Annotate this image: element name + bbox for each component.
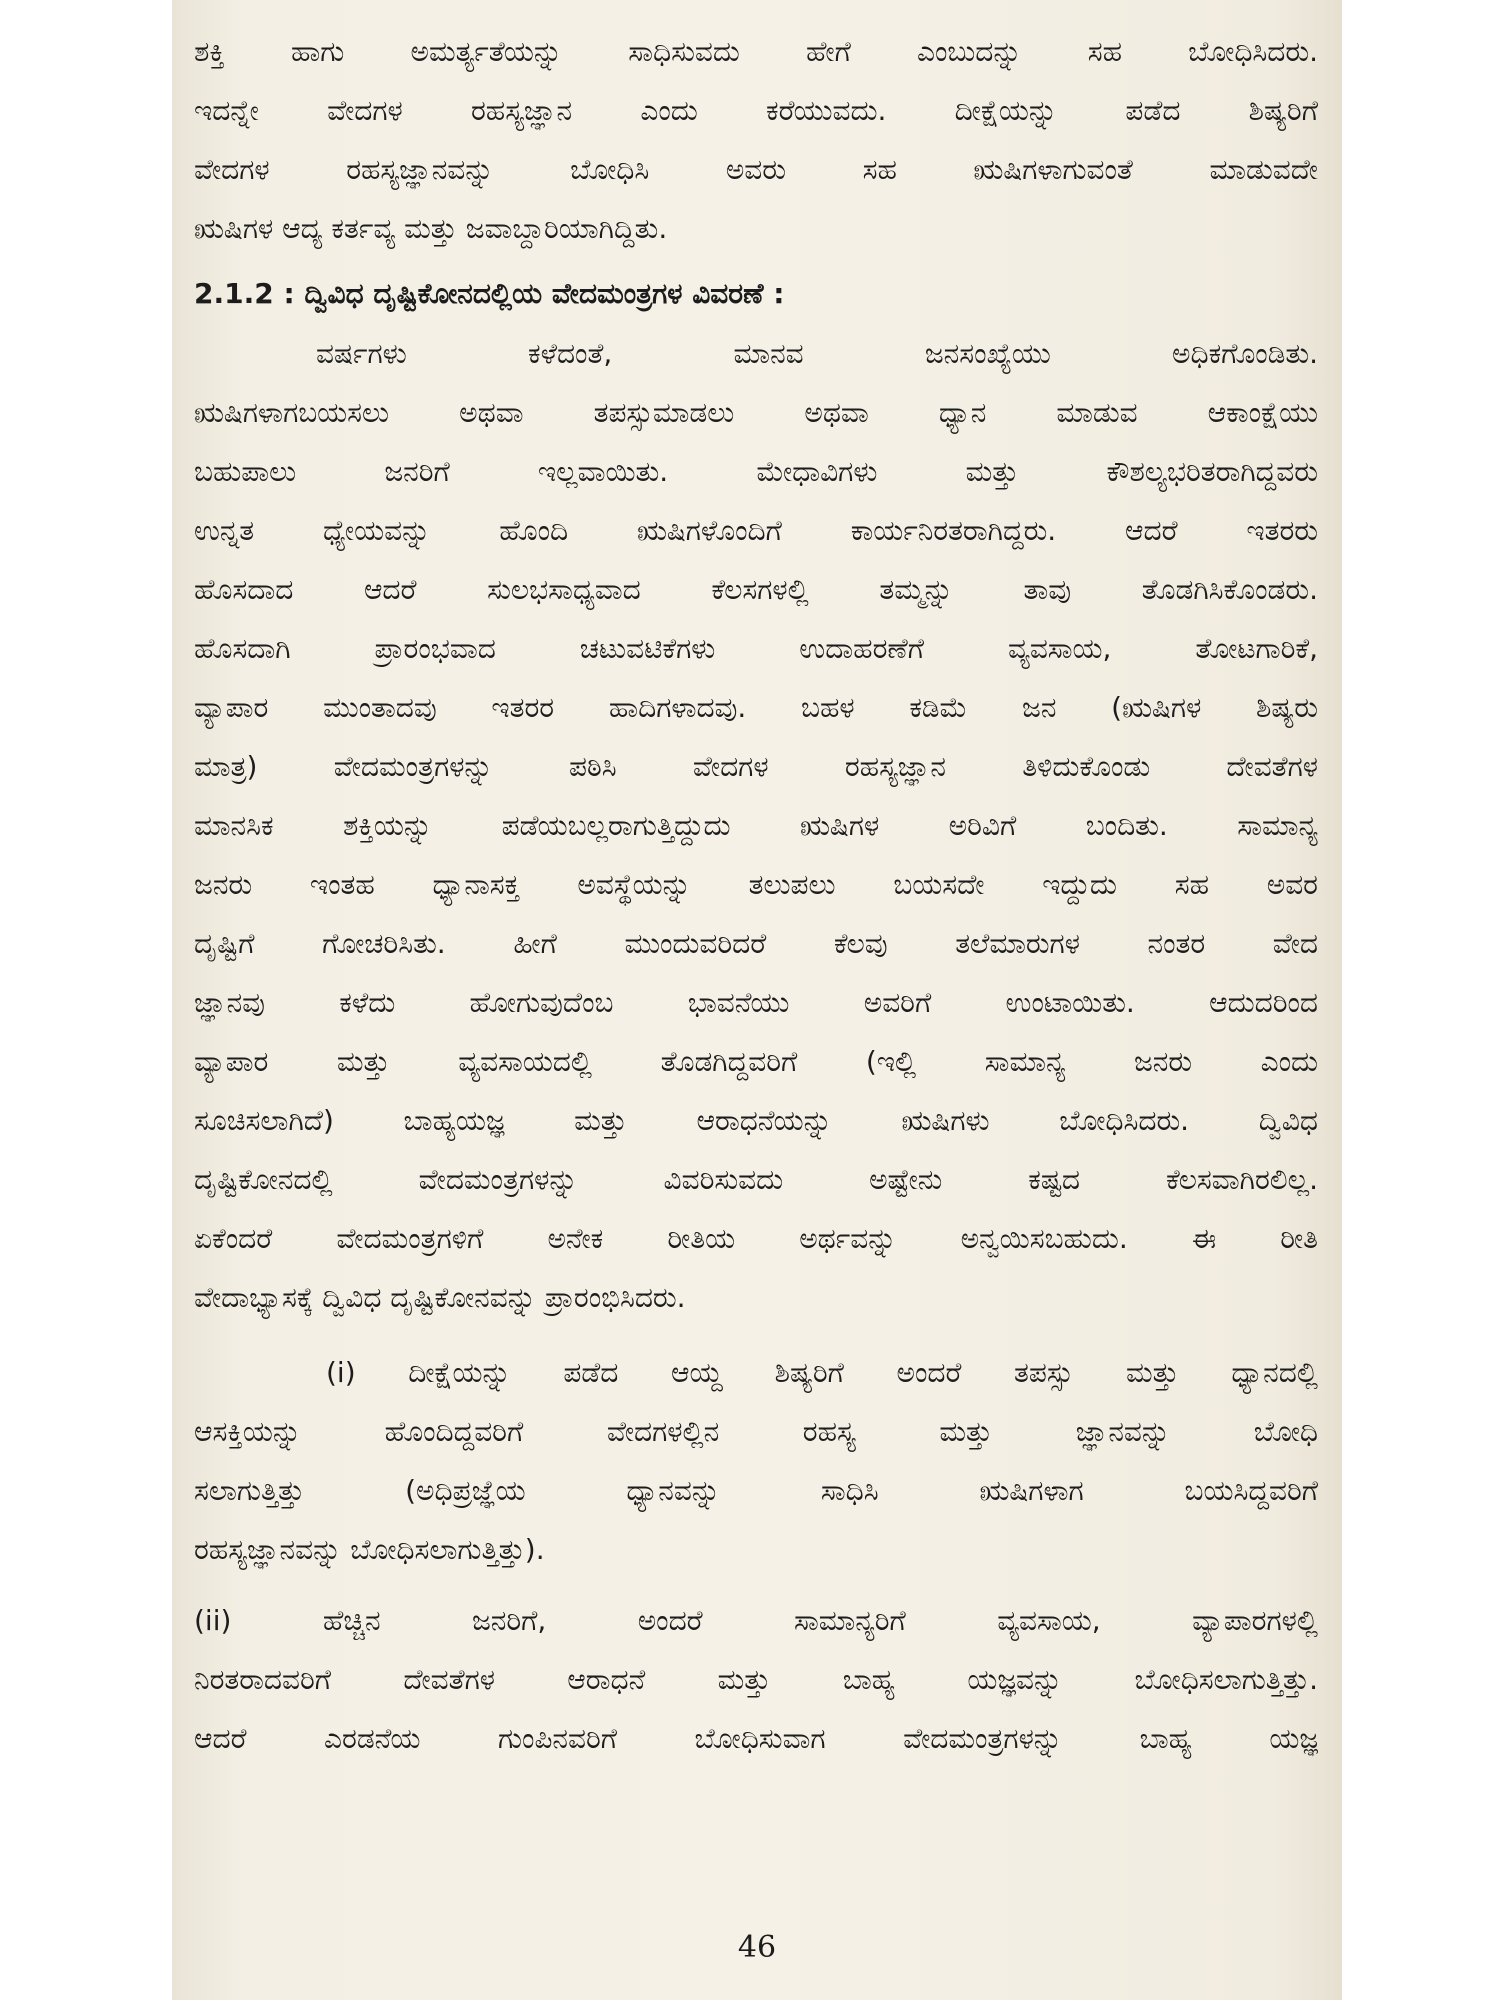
text-line: ವೇದಾಭ್ಯಾಸಕ್ಕೆ ದ್ವಿವಿಧ ದೃಷ್ಟಿಕೋನವನ್ನು ಪ್ರಾರಂಭಿಸಿದರು.	[194, 1281, 686, 1314]
list-item-i	[194, 1343, 1318, 1579]
text-line: ಜನರು ಇಂತಹ ಧ್ಯಾನಾಸಕ್ತ ಅವಸ್ಥೆಯನ್ನು ತಲುಪಲು ಬಯಸದೇ ಇದ್ದುದು ಸಹ ಅವರ	[194, 868, 1318, 901]
text-line: ಜ್ಞಾನವು ಕಳೆದು ಹೋಗುವುದೆಂಬ ಭಾವನೆಯು ಅವರಿಗೆ ಉಂಟಾಯಿತು. ಆದುದರಿಂದ	[194, 986, 1318, 1019]
text-line: ಸಲಾಗುತ್ತಿತ್ತು (ಅಧಿಪ್ರಜ್ಞೆಯ ಧ್ಯಾನವನ್ನು ಸಾಧಿಸಿ ಋಷಿಗಳಾಗ ಬಯಸಿದ್ದವರಿಗೆ	[194, 1474, 1318, 1507]
text-line: ಬಹುಪಾಲು ಜನರಿಗೆ ಇಲ್ಲವಾಯಿತು. ಮೇಧಾವಿಗಳು ಮತ್ತು ಕೌಶಲ್ಯಭರಿತರಾಗಿದ್ದವರು	[194, 455, 1318, 488]
paragraph-gap	[194, 1579, 1318, 1591]
text-line: ವೇದಗಳ ರಹಸ್ಯಜ್ಞಾನವನ್ನು ಬೋಧಿಸಿ ಅವರು ಸಹ ಋಷಿಗಳಾಗುವಂತೆ ಮಾಡುವದೇ	[194, 153, 1318, 186]
text-line: ವ್ಯಾಪಾರ ಮುಂತಾದವು ಇತರರ ಹಾದಿಗಳಾದವು. ಬಹಳ ಕಡಿಮೆ ಜನ (ಋಷಿಗಳ ಶಿಷ್ಯರು	[194, 691, 1318, 724]
text-line: ವರ್ಷಗಳು ಕಳೆದಂತೆ, ಮಾನವ ಜನಸಂಖ್ಯೆಯು ಅಧಿಕಗೊಂಡಿತು.	[316, 337, 1318, 370]
text-line: ಆದರೆ ಎರಡನೆಯ ಗುಂಪಿನವರಿಗೆ ಬೋಧಿಸುವಾಗ ವೇದಮಂತ್ರಗಳನ್ನು ಬಾಹ್ಯ ಯಜ್ಞ	[194, 1722, 1318, 1755]
page-content	[194, 22, 1318, 1768]
text-line: ವ್ಯಾಪಾರ ಮತ್ತು ವ್ಯವಸಾಯದಲ್ಲಿ ತೊಡಗಿದ್ದವರಿಗೆ (ಇಲ್ಲಿ ಸಾಮಾನ್ಯ ಜನರು ಎಂದು	[194, 1045, 1318, 1078]
page-number: 46	[737, 1930, 777, 1965]
text-line: ಋಷಿಗಳಾಗಬಯಸಲು ಅಥವಾ ತಪಸ್ಸುಮಾಡಲು ಅಥವಾ ಧ್ಯಾನ ಮಾಡುವ ಆಕಾಂಕ್ಷೆಯು	[194, 396, 1318, 429]
section-heading: 2.1.2 : ದ್ವಿವಿಧ ದೃಷ್ಟಿಕೋನದಲ್ಲಿಯ ವೇದಮಂತ್ರಗಳ ವಿವರಣೆ :	[194, 277, 785, 310]
text-line: ಮಾನಸಿಕ ಶಕ್ತಿಯನ್ನು ಪಡೆಯಬಲ್ಲರಾಗುತ್ತಿದ್ದುದು ಋಷಿಗಳ ಅರಿವಿಗೆ ಬಂದಿತು. ಸಾಮಾನ್ಯ	[194, 809, 1318, 842]
text-line: ಹೊಸದಾದ ಆದರೆ ಸುಲಭಸಾಧ್ಯವಾದ ಕೆಲಸಗಳಲ್ಲಿ ತಮ್ಮನ್ನು ತಾವು ತೊಡಗಿಸಿಕೊಂಡರು.	[194, 573, 1318, 606]
paragraph-main	[194, 324, 1318, 1327]
text-line: ನಿರತರಾದವರಿಗೆ ದೇವತೆಗಳ ಆರಾಧನೆ ಮತ್ತು ಬಾಹ್ಯ ಯಜ್ಞವನ್ನು ಬೋಧಿಸಲಾಗುತ್ತಿತ್ತು.	[194, 1663, 1318, 1696]
text-line: ಸೂಚಿಸಲಾಗಿದೆ) ಬಾಹ್ಯಯಜ್ಞ ಮತ್ತು ಆರಾಧನೆಯನ್ನು ಋಷಿಗಳು ಬೋಧಿಸಿದರು. ದ್ವಿವಿಧ	[194, 1104, 1318, 1137]
text-line: ಉನ್ನತ ಧ್ಯೇಯವನ್ನು ಹೊಂದಿ ಋಷಿಗಳೊಂದಿಗೆ ಕಾರ್ಯನಿರತರಾಗಿದ್ದರು. ಆದರೆ ಇತರರು	[194, 514, 1318, 547]
text-line: (i) ದೀಕ್ಷೆಯನ್ನು ಪಡೆದ ಆಯ್ದ ಶಿಷ್ಯರಿಗೆ ಅಂದರೆ ತಪಸ್ಸು ಮತ್ತು ಧ್ಯಾನದಲ್ಲಿ	[326, 1356, 1318, 1389]
book-page	[172, 0, 1342, 2000]
text-line: ದೃಷ್ಟಿಗೆ ಗೋಚರಿಸಿತು. ಹೀಗೆ ಮುಂದುವರಿದರೆ ಕೆಲವು ತಲೆಮಾರುಗಳ ನಂತರ ವೇದ	[194, 927, 1318, 960]
paragraph-intro	[194, 22, 1318, 258]
text-line: ಹೊಸದಾಗಿ ಪ್ರಾರಂಭವಾದ ಚಟುವಟಿಕೆಗಳು ಉದಾಹರಣೆಗೆ ವ್ಯವಸಾಯ, ತೋಟಗಾರಿಕೆ,	[194, 632, 1318, 665]
text-line: (ii) ಹೆಚ್ಚಿನ ಜನರಿಗೆ, ಅಂದರೆ ಸಾಮಾನ್ಯರಿಗೆ ವ್ಯವಸಾಯ, ವ್ಯಾಪಾರಗಳಲ್ಲಿ	[194, 1604, 1318, 1637]
text-line: ಏಕೆಂದರೆ ವೇದಮಂತ್ರಗಳಿಗೆ ಅನೇಕ ರೀತಿಯ ಅರ್ಥವನ್ನು ಅನ್ವಯಿಸಬಹುದು. ಈ ರೀತಿ	[194, 1222, 1318, 1255]
text-line: ರಹಸ್ಯಜ್ಞಾನವನ್ನು ಬೋಧಿಸಲಾಗುತ್ತಿತ್ತು).	[194, 1533, 545, 1566]
list-item-ii	[194, 1591, 1318, 1768]
text-line: ಇದನ್ನೇ ವೇದಗಳ ರಹಸ್ಯಜ್ಞಾನ ಎಂದು ಕರೆಯುವದು. ದೀಕ್ಷೆಯನ್ನು ಪಡೆದ ಶಿಷ್ಯರಿಗೆ	[194, 94, 1318, 127]
text-line: ದೃಷ್ಟಿಕೋನದಲ್ಲಿ ವೇದಮಂತ್ರಗಳನ್ನು ವಿವರಿಸುವದು ಅಷ್ಟೇನು ಕಷ್ಟದ ಕೆಲಸವಾಗಿರಲಿಲ್ಲ.	[194, 1163, 1318, 1196]
text-line: ಮಾತ್ರ) ವೇದಮಂತ್ರಗಳನ್ನು ಪಠಿಸಿ ವೇದಗಳ ರಹಸ್ಯಜ್ಞಾನ ತಿಳಿದುಕೊಂಡು ದೇವತೆಗಳ	[194, 750, 1318, 783]
text-line: ಋಷಿಗಳ ಆದ್ಯ ಕರ್ತವ್ಯ ಮತ್ತು ಜವಾಬ್ದಾರಿಯಾಗಿದ್ದಿತು.	[194, 212, 668, 245]
text-line: ಆಸಕ್ತಿಯನ್ನು ಹೊಂದಿದ್ದವರಿಗೆ ವೇದಗಳಲ್ಲಿನ ರಹಸ್ಯ ಮತ್ತು ಜ್ಞಾನವನ್ನು ಬೋಧಿ	[194, 1415, 1318, 1448]
text-line: ಶಕ್ತಿ ಹಾಗು ಅಮರ್ತ್ಯತೆಯನ್ನು ಸಾಧಿಸುವದು ಹೇಗೆ ಎಂಬುದನ್ನು ಸಹ ಬೋಧಿಸಿದರು.	[194, 35, 1318, 68]
paragraph-gap	[194, 1327, 1318, 1343]
